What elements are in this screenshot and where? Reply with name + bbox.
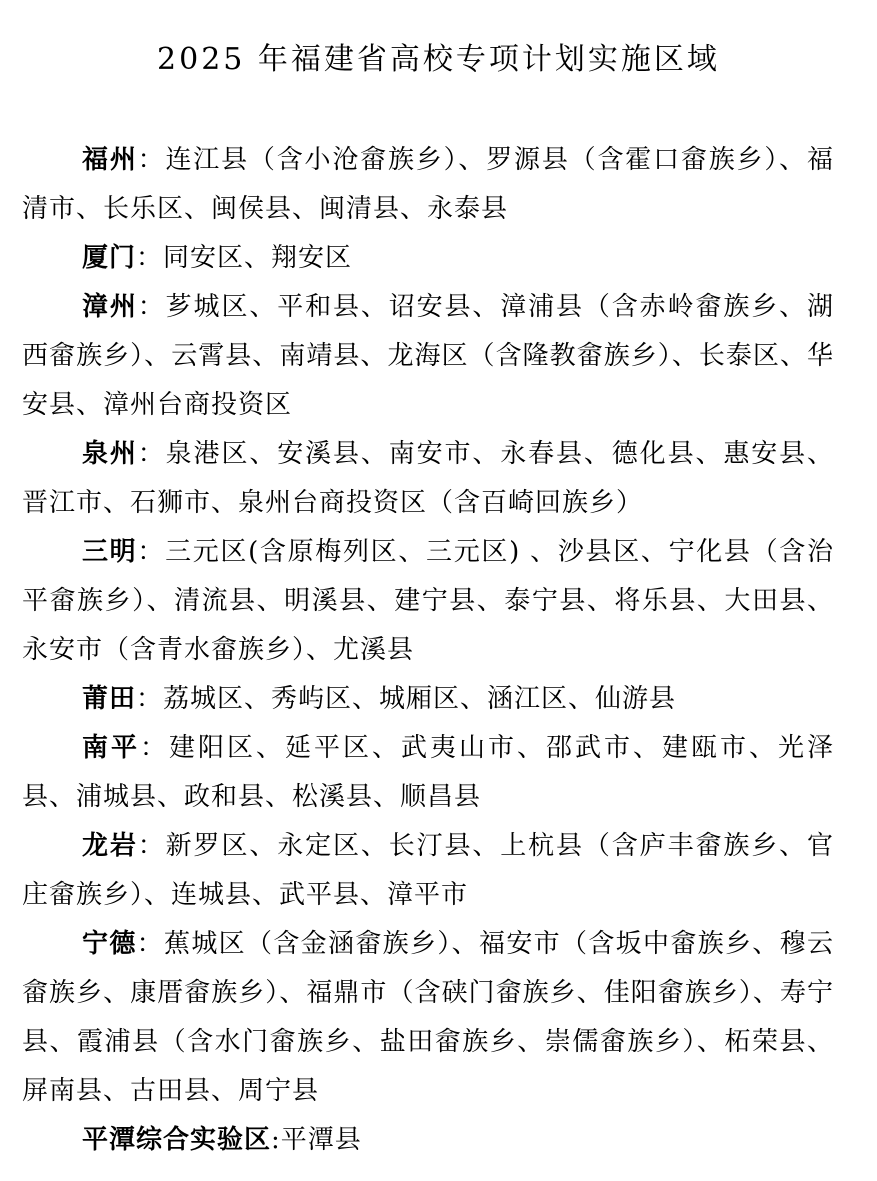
city-separator: ： [136,243,164,273]
city-separator: ： [137,831,166,861]
region-areas: 新罗区、永定区、长汀县、上杭县（含庐丰畲族乡、官庄畲族乡）、连城县、武平县、漳平市 [22,831,834,910]
city-name: 厦门 [82,243,137,273]
city-name: 宁德 [82,929,137,959]
region-areas: 建阳区、延平区、武夷山市、邵武市、建瓯市、光泽县、浦城县、政和县、松溪县、顺昌县 [22,733,834,812]
region-paragraph-longyan [22,822,834,920]
region-list [22,136,834,1165]
region-areas: 三元区(含原梅列区、三元区) 、沙县区、宁化县（含治平畲族乡）、清流县、明溪县、建宁县、泰宁县、将乐县、大田县、永安市（含青水畲族乡）、尤溪县 [22,537,834,665]
region-areas: 荔城区、秀屿区、城厢区、涵江区、仙游县 [163,684,677,714]
region-areas: 蕉城区（含金涵畲族乡）、福安市（含坂中畲族乡、穆云畲族乡、康厝畲族乡）、福鼎市（含硖门畲族乡、佳阳畲族乡）、寿宁县、霞浦县（含水门畲族乡、盐田畲族乡、崇儒畲族乡）、柘荣县、屏南县、古田县、周宁县 [22,929,834,1106]
city-separator: ： [137,145,166,175]
city-separator: ： [137,537,166,567]
city-separator: ： [137,439,166,469]
city-separator: : [271,1125,281,1155]
city-name: 福州 [82,145,138,175]
document-title: 2025 年福建省高校专项计划实施区域 [157,42,720,77]
region-paragraph-pingtan [22,1116,834,1165]
city-separator: ： [140,733,169,763]
city-separator: ： [136,929,165,959]
region-areas: 同安区、翔安区 [163,243,353,273]
region-paragraph-nanping [22,724,834,822]
city-name: 龙岩 [82,831,138,861]
city-name: 漳州 [82,292,138,322]
city-name: 泉州 [82,439,138,469]
region-areas: 泉港区、安溪县、南安市、永春县、德化县、惠安县、晋江市、石狮市、泉州台商投资区（含百崎回族乡） [22,439,834,518]
region-areas: 芗城区、平和县、诏安县、漳浦县（含赤岭畲族乡、湖西畲族乡）、云霄县、南靖县、龙海区（含隆教畲族乡）、长泰区、华安县、漳州台商投资区 [22,292,834,420]
city-separator: ： [136,684,164,714]
city-separator: ： [137,292,166,322]
region-paragraph-ningde [22,920,834,1116]
region-paragraph-fuzhou [22,136,834,234]
region-areas: 连江县（含小沧畲族乡）、罗源县（含霍口畲族乡）、福清市、长乐区、闽侯县、闽清县、永泰县 [22,145,834,224]
region-paragraph-zhangzhou [22,283,834,430]
region-paragraph-xiamen [22,234,834,283]
city-name: 平潭综合实验区 [82,1125,272,1155]
city-name: 三明 [82,537,138,567]
region-areas: 平潭县 [280,1125,362,1155]
region-paragraph-putian [22,675,834,724]
region-paragraph-quanzhou [22,430,834,528]
city-name: 莆田 [82,684,137,714]
region-paragraph-sanming [22,528,834,675]
city-name: 南平 [82,733,140,763]
